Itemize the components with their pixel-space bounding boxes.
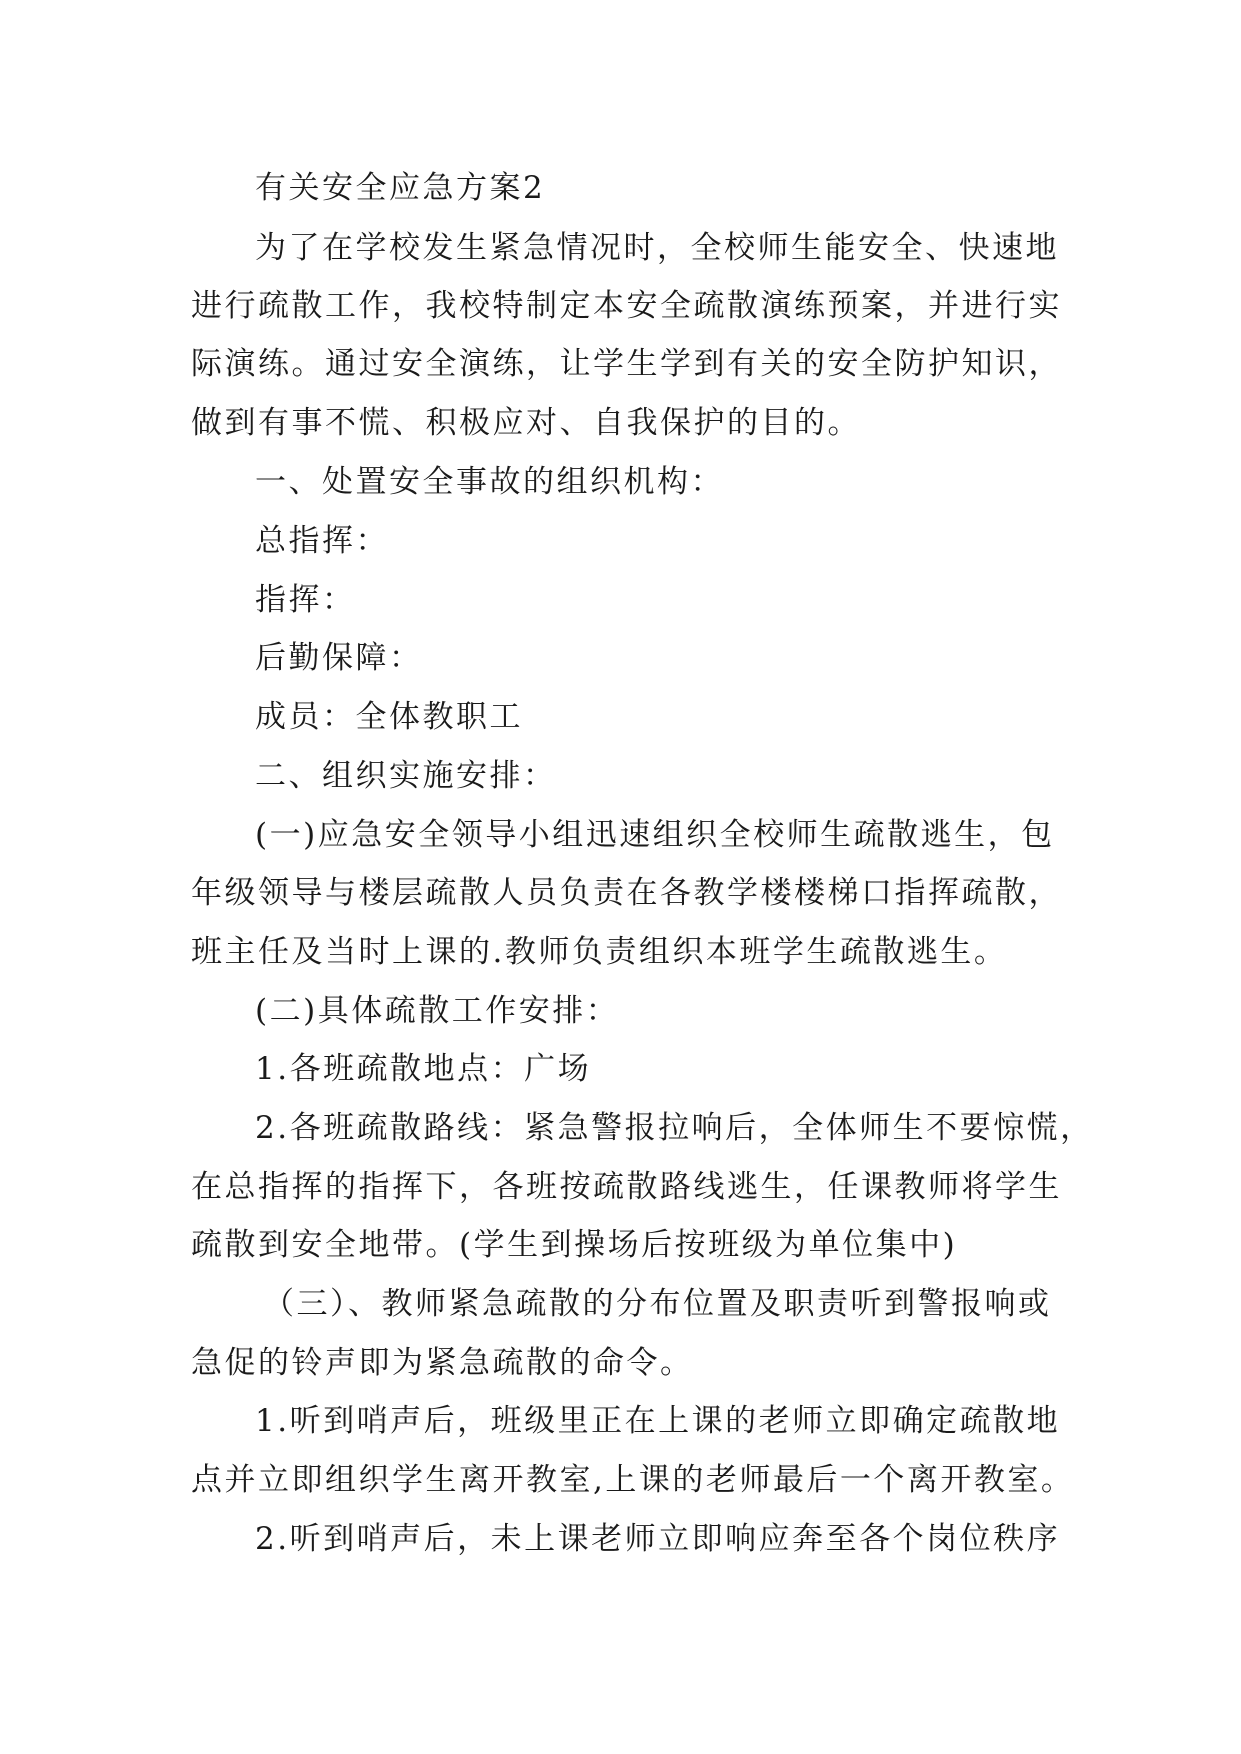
paragraph-line: 1.听到哨声后，班级里正在上课的老师立即确定疏散地 bbox=[255, 1403, 1061, 1439]
paragraph-line: 为了在学校发生紧急情况时，全校师生能安全、快速地 bbox=[255, 230, 1059, 266]
document-title: 有关安全应急方案2 bbox=[255, 170, 546, 206]
paragraph-line: (一)应急安全领导小组迅速组织全校师生疏散逃生，包 bbox=[255, 817, 1055, 853]
paragraph-line: 点并立即组织学生离开教室,上课的老师最后一个离开教室。 bbox=[191, 1462, 1075, 1498]
paragraph-line: 成员：全体教职工 bbox=[255, 699, 523, 735]
paragraph-line: 总指挥： bbox=[255, 523, 389, 559]
paragraph-line: 进行疏散工作，我校特制定本安全疏散演练预案，并进行实 bbox=[191, 288, 1062, 324]
paragraph-line: 急促的铃声即为紧急疏散的命令。 bbox=[191, 1345, 694, 1381]
section-heading: 一、处置安全事故的组织机构： bbox=[255, 464, 724, 500]
paragraph-line: 疏散到安全地带。(学生到操场后按班级为单位集中) bbox=[191, 1227, 958, 1263]
paragraph-line: 做到有事不慌、积极应对、自我保护的目的。 bbox=[191, 405, 861, 441]
paragraph-line: 2.各班疏散路线：紧急警报拉响后，全体师生不要惊慌， bbox=[255, 1110, 1094, 1146]
paragraph-line: 2.听到哨声后，未上课老师立即响应奔至各个岗位秩序 bbox=[255, 1521, 1061, 1557]
paragraph-line: 1.各班疏散地点：广场 bbox=[255, 1051, 592, 1087]
subsection-heading: （三）、教师紧急疏散的分布位置及职责听到警报响或 bbox=[263, 1286, 1052, 1322]
paragraph-line: 年级领导与楼层疏散人员负责在各教学楼楼梯口指挥疏散， bbox=[191, 875, 1062, 911]
paragraph-line: 班主任及当时上课的.教师负责组织本班学生疏散逃生。 bbox=[191, 934, 1008, 970]
paragraph-line: 际演练。通过安全演练，让学生学到有关的安全防护知识， bbox=[191, 346, 1062, 382]
section-heading: 二、组织实施安排： bbox=[255, 758, 557, 794]
subsection-heading: (二)具体疏散工作安排： bbox=[255, 993, 620, 1029]
paragraph-line: 后勤保障： bbox=[255, 640, 423, 676]
paragraph-line: 在总指挥的指挥下，各班按疏散路线逃生，任课教师将学生 bbox=[191, 1169, 1062, 1205]
paragraph-line: 指挥： bbox=[255, 582, 356, 618]
